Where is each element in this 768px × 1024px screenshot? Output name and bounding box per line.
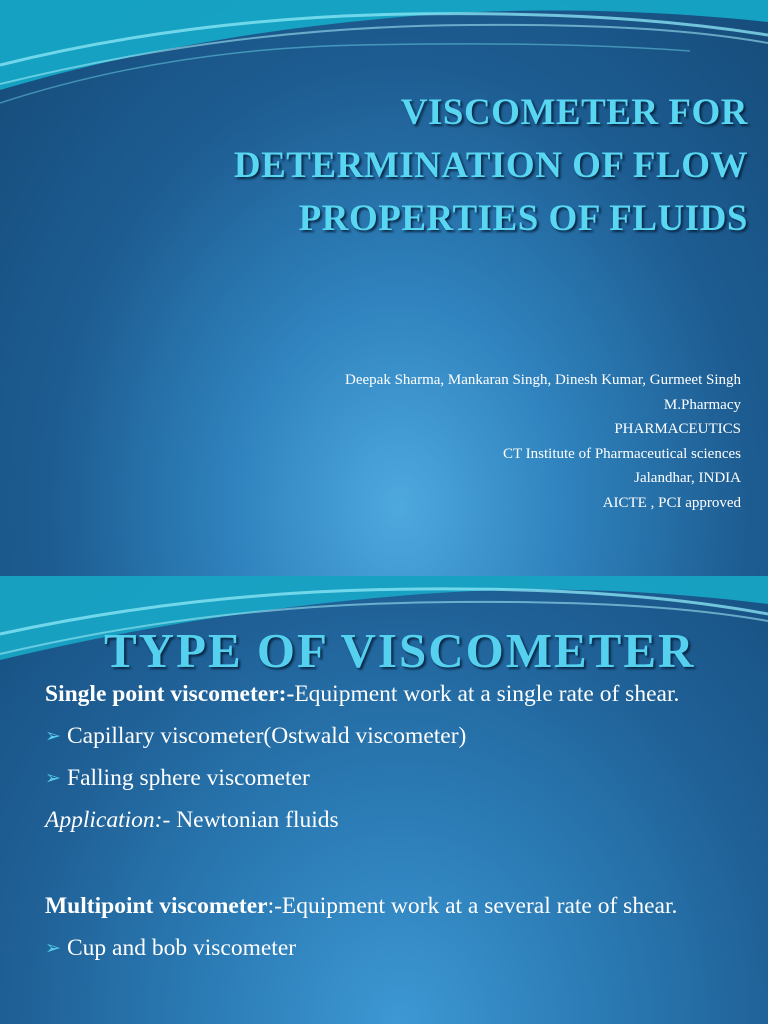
institute-text: CT Institute of Pharmaceutical sciences	[503, 445, 741, 462]
authors-text: Deepak Sharma, Mankaran Singh, Dinesh Kumar, Gurmeet Singh	[345, 372, 741, 388]
list-item-text: Cup and bob viscometer	[67, 935, 297, 961]
multipoint-heading: Multipoint viscometer	[45, 893, 268, 919]
list-item	[45, 718, 735, 755]
list-item-text: Falling sphere viscometer	[67, 765, 310, 791]
section-title: TYPE OF VISCOMETER	[104, 623, 696, 678]
arrow-bullet-icon: ➢	[45, 725, 61, 747]
list-item	[45, 760, 735, 797]
list-item-text: Capillary viscometer(Ostwald viscometer)	[67, 723, 467, 749]
arrow-bullet-icon: ➢	[45, 937, 61, 959]
slide-content	[45, 676, 735, 967]
location-text: Jalandhar, INDIA	[634, 470, 741, 486]
single-point-text: Equipment work at a single rate of shear.	[294, 681, 680, 707]
application-line	[45, 802, 735, 839]
single-point-description	[45, 676, 735, 713]
credits-block	[345, 368, 741, 515]
single-point-heading: Single point viscometer:-	[45, 681, 295, 707]
main-title-line-1: VISCOMETER FOR	[400, 92, 748, 133]
content-slide	[0, 576, 768, 1024]
main-title-line-3: PROPERTIES OF FLUIDS	[298, 198, 748, 239]
application-value: Newtonian fluids	[170, 807, 339, 833]
spacer	[45, 839, 735, 888]
main-title-line-2: DETERMINATION OF FLOW	[233, 145, 748, 186]
application-label: Application:-	[45, 807, 171, 833]
multipoint-description	[45, 888, 735, 925]
list-item	[45, 930, 735, 967]
multipoint-text: :-Equipment work at a several rate of shear.	[267, 893, 678, 919]
main-title	[98, 86, 748, 245]
arrow-bullet-icon: ➢	[45, 767, 61, 789]
department-text: PHARMACEUTICS	[614, 421, 741, 437]
degree-text: M.Pharmacy	[663, 396, 741, 413]
approval-text: AICTE , PCI approved	[602, 494, 741, 511]
